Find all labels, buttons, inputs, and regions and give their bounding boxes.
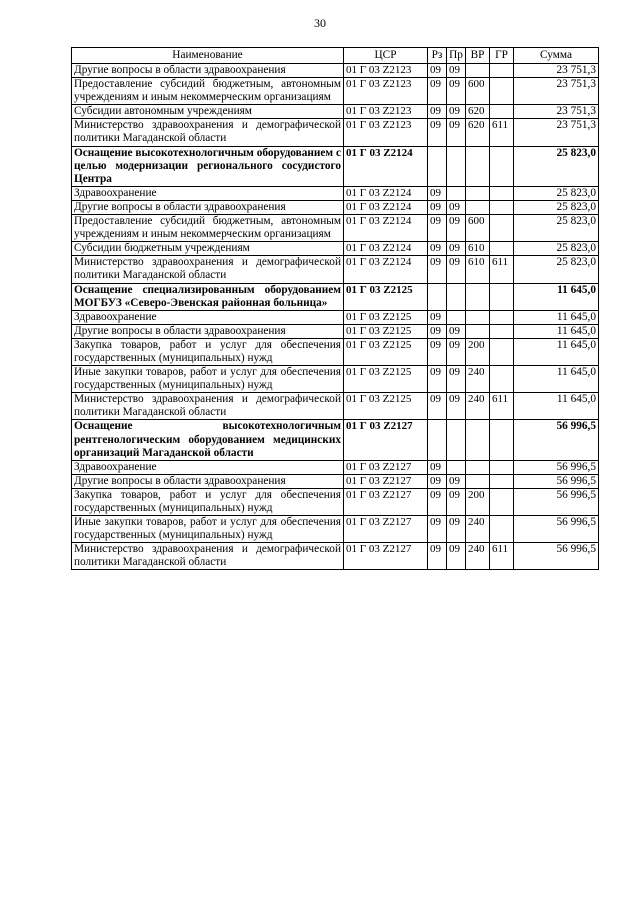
table-row: [72, 393, 599, 420]
cell-pr: [447, 460, 466, 474]
cell-rz: 09: [428, 516, 447, 543]
cell-csr: 01 Г 03 Z2124: [344, 200, 428, 214]
cell-vr: [466, 200, 490, 214]
cell-vr: 610: [466, 242, 490, 256]
cell-sum: 56 996,5: [514, 474, 599, 488]
cell-name: Здравоохранение: [72, 186, 344, 200]
table-row: [72, 283, 599, 310]
cell-name: Закупка товаров, работ и услуг для обеспечения государственных (муниципальных) нужд: [72, 488, 344, 515]
cell-name: Закупка товаров, работ и услуг для обеспечения государственных (муниципальных) нужд: [72, 338, 344, 365]
cell-pr: [447, 146, 466, 186]
cell-gr: [490, 215, 514, 242]
table-row: [72, 256, 599, 283]
cell-sum: 25 823,0: [514, 200, 599, 214]
cell-csr: 01 Г 03 Z2124: [344, 256, 428, 283]
cell-name: Здравоохранение: [72, 460, 344, 474]
cell-sum: 23 751,3: [514, 78, 599, 105]
cell-name: Другие вопросы в области здравоохранения: [72, 324, 344, 338]
cell-csr: 01 Г 03 Z2125: [344, 310, 428, 324]
cell-pr: 09: [447, 242, 466, 256]
cell-csr: 01 Г 03 Z2124: [344, 242, 428, 256]
cell-vr: [466, 64, 490, 78]
cell-gr: [490, 146, 514, 186]
cell-vr: [466, 186, 490, 200]
cell-vr: [466, 420, 490, 460]
cell-csr: 01 Г 03 Z2123: [344, 105, 428, 119]
cell-vr: 240: [466, 366, 490, 393]
table-row: [72, 366, 599, 393]
cell-rz: 09: [428, 119, 447, 146]
table-row: [72, 338, 599, 365]
cell-rz: [428, 283, 447, 310]
cell-vr: 620: [466, 119, 490, 146]
cell-csr: 01 Г 03 Z2124: [344, 186, 428, 200]
cell-csr: 01 Г 03 Z2123: [344, 119, 428, 146]
cell-gr: 611: [490, 543, 514, 570]
cell-gr: [490, 366, 514, 393]
cell-sum: 11 645,0: [514, 366, 599, 393]
cell-csr: 01 Г 03 Z2124: [344, 146, 428, 186]
cell-csr: 01 Г 03 Z2125: [344, 338, 428, 365]
cell-sum: 56 996,5: [514, 488, 599, 515]
cell-csr: 01 Г 03 Z2127: [344, 474, 428, 488]
cell-rz: 09: [428, 200, 447, 214]
table-body: [72, 64, 599, 570]
cell-vr: 240: [466, 543, 490, 570]
cell-pr: 09: [447, 256, 466, 283]
table-row: [72, 78, 599, 105]
cell-gr: [490, 310, 514, 324]
cell-vr: [466, 474, 490, 488]
cell-name: Иные закупки товаров, работ и услуг для обеспечения государственных (муниципальных) нужд: [72, 366, 344, 393]
cell-sum: 25 823,0: [514, 215, 599, 242]
cell-rz: 09: [428, 215, 447, 242]
cell-name: Здравоохранение: [72, 310, 344, 324]
cell-rz: 09: [428, 310, 447, 324]
cell-pr: 09: [447, 105, 466, 119]
cell-sum: 11 645,0: [514, 283, 599, 310]
table-row: [72, 200, 599, 214]
cell-name: Министерство здравоохранения и демографической политики Магаданской области: [72, 119, 344, 146]
table-row: [72, 242, 599, 256]
table-row: [72, 186, 599, 200]
cell-vr: 600: [466, 78, 490, 105]
cell-name: Другие вопросы в области здравоохранения: [72, 474, 344, 488]
cell-sum: 25 823,0: [514, 242, 599, 256]
cell-sum: 56 996,5: [514, 420, 599, 460]
cell-pr: [447, 283, 466, 310]
cell-pr: 09: [447, 215, 466, 242]
cell-gr: [490, 488, 514, 515]
cell-csr: 01 Г 03 Z2123: [344, 64, 428, 78]
cell-rz: 09: [428, 460, 447, 474]
header-rz: Рз: [428, 48, 447, 64]
cell-gr: 611: [490, 393, 514, 420]
cell-name: Иные закупки товаров, работ и услуг для обеспечения государственных (муниципальных) нужд: [72, 516, 344, 543]
cell-vr: [466, 283, 490, 310]
cell-sum: 56 996,5: [514, 543, 599, 570]
cell-gr: 611: [490, 256, 514, 283]
cell-gr: [490, 78, 514, 105]
cell-vr: 200: [466, 488, 490, 515]
cell-pr: 09: [447, 338, 466, 365]
cell-sum: 56 996,5: [514, 460, 599, 474]
cell-rz: [428, 146, 447, 186]
cell-gr: [490, 186, 514, 200]
table-row: [72, 64, 599, 78]
cell-csr: 01 Г 03 Z2125: [344, 283, 428, 310]
cell-csr: 01 Г 03 Z2127: [344, 543, 428, 570]
table-row: [72, 310, 599, 324]
cell-gr: [490, 242, 514, 256]
cell-rz: 09: [428, 338, 447, 365]
cell-csr: 01 Г 03 Z2127: [344, 516, 428, 543]
cell-name: Предоставление субсидий бюджетным, автономным учреждениям и иным некоммерческим организациям: [72, 215, 344, 242]
cell-gr: [490, 516, 514, 543]
table-row: [72, 420, 599, 460]
cell-pr: 09: [447, 78, 466, 105]
cell-csr: 01 Г 03 Z2124: [344, 215, 428, 242]
cell-pr: [447, 186, 466, 200]
cell-sum: 23 751,3: [514, 105, 599, 119]
cell-vr: 240: [466, 516, 490, 543]
cell-vr: 620: [466, 105, 490, 119]
cell-rz: 09: [428, 105, 447, 119]
cell-rz: 09: [428, 242, 447, 256]
cell-gr: [490, 420, 514, 460]
cell-vr: 610: [466, 256, 490, 283]
cell-rz: 09: [428, 78, 447, 105]
header-gr: ГР: [490, 48, 514, 64]
cell-rz: 09: [428, 64, 447, 78]
cell-rz: 09: [428, 324, 447, 338]
cell-csr: 01 Г 03 Z2127: [344, 420, 428, 460]
cell-vr: [466, 146, 490, 186]
cell-rz: [428, 420, 447, 460]
cell-csr: 01 Г 03 Z2125: [344, 366, 428, 393]
table-row: [72, 460, 599, 474]
cell-pr: 09: [447, 366, 466, 393]
cell-sum: 11 645,0: [514, 393, 599, 420]
header-name: Наименование: [72, 48, 344, 64]
cell-sum: 23 751,3: [514, 64, 599, 78]
cell-gr: [490, 338, 514, 365]
cell-pr: 09: [447, 119, 466, 146]
cell-pr: 09: [447, 324, 466, 338]
cell-csr: 01 Г 03 Z2125: [344, 324, 428, 338]
cell-sum: 23 751,3: [514, 119, 599, 146]
cell-sum: 11 645,0: [514, 324, 599, 338]
cell-name: Министерство здравоохранения и демографической политики Магаданской области: [72, 256, 344, 283]
cell-gr: 611: [490, 119, 514, 146]
table-row: [72, 516, 599, 543]
cell-gr: [490, 105, 514, 119]
cell-vr: 240: [466, 393, 490, 420]
cell-name: Другие вопросы в области здравоохранения: [72, 64, 344, 78]
cell-sum: 56 996,5: [514, 516, 599, 543]
cell-name: Министерство здравоохранения и демографической политики Магаданской области: [72, 543, 344, 570]
cell-gr: [490, 460, 514, 474]
cell-sum: 11 645,0: [514, 310, 599, 324]
cell-rz: 09: [428, 256, 447, 283]
header-csr: ЦСР: [344, 48, 428, 64]
header-pr: Пр: [447, 48, 466, 64]
cell-rz: 09: [428, 488, 447, 515]
budget-table: [71, 47, 599, 570]
cell-rz: 09: [428, 474, 447, 488]
cell-pr: 09: [447, 200, 466, 214]
cell-gr: [490, 324, 514, 338]
cell-name: Оснащение специализированным оборудованием МОГБУЗ «Северо-Эвенская районная больница»: [72, 283, 344, 310]
cell-pr: 09: [447, 543, 466, 570]
cell-name: Оснащение высокотехнологичным оборудованием с целью модернизации регионального сосудистого Центра: [72, 146, 344, 186]
cell-sum: 25 823,0: [514, 146, 599, 186]
table-row: [72, 324, 599, 338]
cell-rz: 09: [428, 543, 447, 570]
cell-vr: [466, 310, 490, 324]
cell-name: Оснащение высокотехнологичным рентгенологическим оборудованием медицинских организаций Магаданской области: [72, 420, 344, 460]
cell-pr: 09: [447, 516, 466, 543]
table-header-row: [72, 48, 599, 64]
cell-pr: 09: [447, 393, 466, 420]
cell-pr: [447, 310, 466, 324]
cell-pr: [447, 420, 466, 460]
header-vr: ВР: [466, 48, 490, 64]
table-row: [72, 543, 599, 570]
cell-pr: 09: [447, 474, 466, 488]
table-row: [72, 119, 599, 146]
table-row: [72, 488, 599, 515]
cell-csr: 01 Г 03 Z2127: [344, 460, 428, 474]
cell-vr: [466, 460, 490, 474]
cell-gr: [490, 474, 514, 488]
cell-rz: 09: [428, 393, 447, 420]
header-sum: Сумма: [514, 48, 599, 64]
cell-rz: 09: [428, 186, 447, 200]
cell-name: Предоставление субсидий бюджетным, автономным учреждениям и иным некоммерческим организациям: [72, 78, 344, 105]
cell-vr: 600: [466, 215, 490, 242]
cell-name: Министерство здравоохранения и демографической политики Магаданской области: [72, 393, 344, 420]
table-row: [72, 146, 599, 186]
cell-gr: [490, 283, 514, 310]
page-number: 30: [314, 16, 326, 30]
cell-name: Субсидии автономным учреждениям: [72, 105, 344, 119]
cell-sum: 25 823,0: [514, 186, 599, 200]
table-row: [72, 105, 599, 119]
cell-rz: 09: [428, 366, 447, 393]
cell-pr: 09: [447, 64, 466, 78]
cell-gr: [490, 200, 514, 214]
cell-csr: 01 Г 03 Z2127: [344, 488, 428, 515]
cell-name: Субсидии бюджетным учреждениям: [72, 242, 344, 256]
cell-pr: 09: [447, 488, 466, 515]
cell-name: Другие вопросы в области здравоохранения: [72, 200, 344, 214]
cell-csr: 01 Г 03 Z2125: [344, 393, 428, 420]
cell-sum: 11 645,0: [514, 338, 599, 365]
table-row: [72, 215, 599, 242]
cell-vr: [466, 324, 490, 338]
cell-sum: 25 823,0: [514, 256, 599, 283]
table-row: [72, 474, 599, 488]
cell-gr: [490, 64, 514, 78]
cell-vr: 200: [466, 338, 490, 365]
cell-csr: 01 Г 03 Z2123: [344, 78, 428, 105]
